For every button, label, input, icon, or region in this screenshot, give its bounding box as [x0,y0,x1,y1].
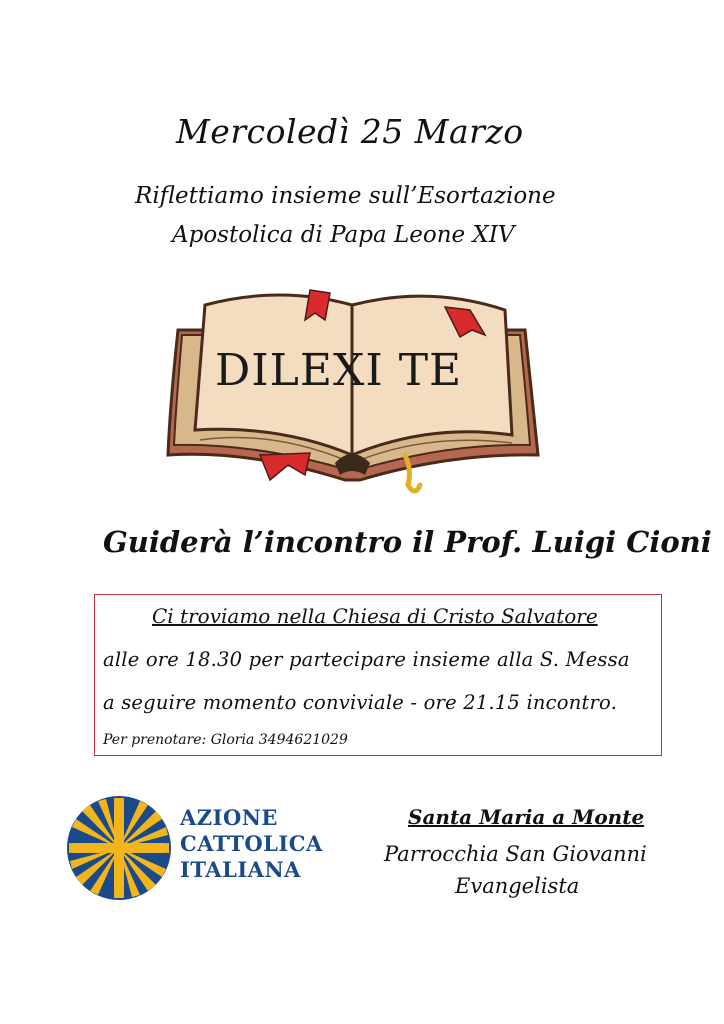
event-date: Mercoledì 25 Marzo [176,112,524,151]
subtitle-line-1: Riflettiamo insieme sull’Esortazione [135,183,556,209]
guide-line: Guiderà l’incontro il Prof. Luigi Cioni [103,525,712,559]
logo-text-line-2: CATTOLICA [180,831,323,856]
logo-text [180,805,323,883]
info-time-line: alle ore 18.30 per partecipare insieme alla S. Messa [103,648,630,671]
parish-name: Parrocchia San Giovanni [384,842,647,866]
subtitle-line-2: Apostolica di Papa Leone XIV [172,222,515,248]
azione-cattolica-logo-icon [64,793,174,903]
logo-text-line-1: AZIONE [180,805,278,830]
parish-name-cont: Evangelista [455,874,580,898]
info-program-line: a seguire momento conviviale - ore 21.15 incontro. [103,691,618,714]
info-booking-line: Per prenotare: Gloria 3494621029 [103,732,348,748]
book-title: DILEXI TE [215,345,463,396]
town-name: Santa Maria a Monte [408,805,645,829]
info-location-line: Ci troviamo nella Chiesa di Cristo Salvatore [152,604,598,628]
logo-text-line-3: ITALIANA [180,857,301,882]
